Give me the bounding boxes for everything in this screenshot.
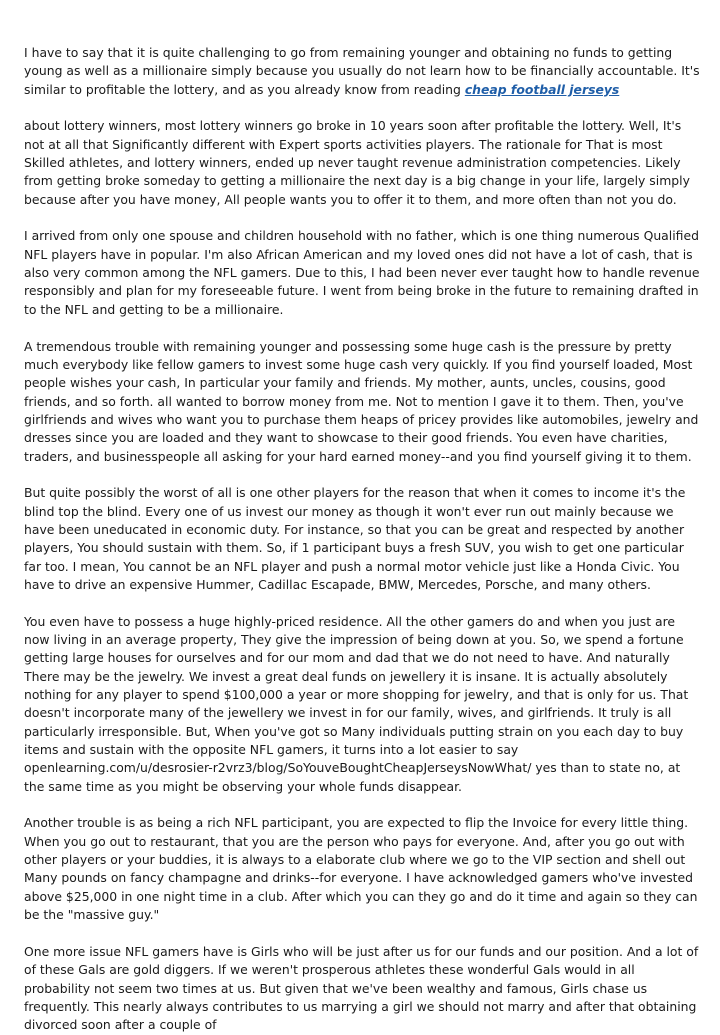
paragraph-1-text: I have to say that it is quite challenging to go from remaining younger and obtaining no funds to getting young as well as a millionaire simply because you usually do not learn how to be financially accountable. It's similar to profitable the lottery, and as you already know from reading bbox=[24, 45, 700, 97]
cheap-football-jerseys-link[interactable]: cheap football jerseys bbox=[464, 81, 620, 97]
paragraph-7: Another trouble is as being a rich NFL participant, you are expected to flip the Invoice for every little thing. When you go out to restaurant, that you are the person who pays for everyone. And, after you go out with other players or your buddies, it is always to a elaborate club where we go to the VIP section and shell out Many pounds on fancy champagne and drinks--for everyone. I have acknowledged gamers who've invested above $25,000 in one night time in a club. After which you can they go and do it time and again so they can be the "massive guy." bbox=[24, 815, 698, 923]
paragraph-4: A tremendous trouble with remaining younger and possessing some huge cash is the pressure by pretty much everybody like fellow gamers to invest some huge cash very quickly. If you find yourself loaded, Most people wishes your cash, In particular your family and friends. My mother, aunts, uncles, cousins, good friends, and so forth. all wanted to borrow money from me. Not to mention I gave it to them. Then, you've girlfriends and wives who want you to purchase them heaps of pricey provides like automobiles, jewelry and dresses since you are loaded and they want to showcase to their good friends. You even have charities, traders, and businesspeople all asking for your hard earned money--and you find yourself giving it to them. bbox=[24, 338, 699, 464]
paragraph-3: I arrived from only one spouse and children household with no father, which is one thing numerous Qualified NFL players have in popular. I'm also African American and my loved ones did not have a lot of cash, that is also very common among the NFL gamers. Due to this, I had been never ever taught how to handle revenue responsibly and plan for my foreseeable future. I went from being broke in the future to remaining drafted in to the NFL and getting to be a millionaire. bbox=[24, 228, 700, 317]
article-body bbox=[24, 44, 700, 1035]
paragraph-8: One more issue NFL gamers have is Girls who will be just after us for our funds and our position. And a lot of of these Gals are gold diggers. If we weren't prosperous athletes these wonderful Gals would in all probability not seem two times at us. But given that we've been wealthy and famous, Girls chase us frequently. This nearly always contributes to us marrying a girl we should not marry and after that obtaining divorced soon after a couple of bbox=[24, 943, 699, 1033]
paragraph-2: about lottery winners, most lottery winners go broke in 10 years soon after profitable the lottery. Well, It's not at all that Significantly different with Expert sports activities players. The rationale for That is most Skilled athletes, and lottery winners, ended up never taught revenue administration competencies. Likely from getting broke someday to getting a millionaire the next day is a big change in your life, largely simply because after you have money, All people wants you to offer it to them, and more often than not you do. bbox=[24, 118, 690, 207]
paragraph-5: But quite possibly the worst of all is one other players for the reason that when it comes to income it's the blind top the blind. Every one of us invest our money as though it won't ever run out mainly because we have been uneducated in economic duty. For instance, so that you can be great and respected by another players, You should sustain with them. So, if 1 participant buys a fresh SUV, you wish to get one particular far too. I mean, You cannot be an NFL player and push a normal motor vehicle just like a Honda Civic. You have to drive an expensive Hummer, Cadillac Escapade, BMW, Mercedes, Porsche, and many others. bbox=[24, 485, 686, 592]
paragraph-1 bbox=[24, 44, 700, 99]
paragraph-6: You even have to possess a huge highly-priced residence. All the other gamers do and when you just are now living in an average property, They give the impression of being down at you. So, we spend a fortune getting large houses for ourselves and for our mom and dad that we do not need to have. And naturally There may be the jewelry. We invest a great deal funds on jewellery it is insane. It is actually absolutely nothing for any player to spend $100,000 a year or more shopping for jewelry, and that is only for us. That doesn't incorporate many of the jewellery we invest in for our family, wives, and girlfriends. It truly is all particularly irresponsible. But, When you've got so Many individuals putting strain on you each day to buy items and sustain with the opposite NFL gamers, it turns into a lot easier to say openlearning.com/u/desrosier-r2vrz3/blog/SoYouveBoughtCheapJerseysNowWhat/ yes than to state no, at the same time as you might be observing your whole funds disappear. bbox=[24, 613, 689, 794]
